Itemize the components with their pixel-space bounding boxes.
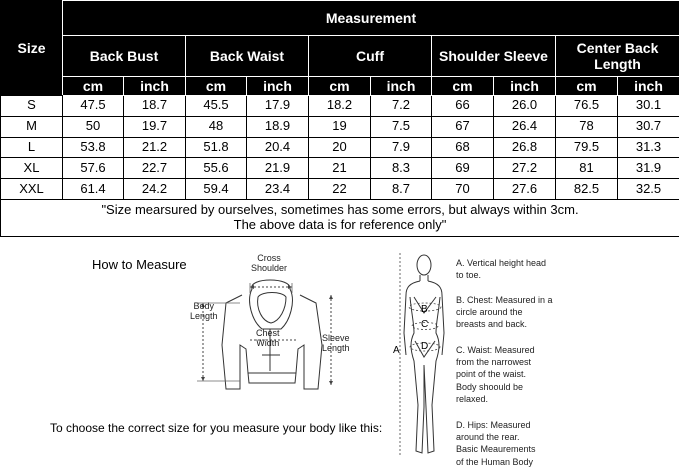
value-cell: 30.1 <box>618 96 679 117</box>
value-cell: 23.4 <box>247 179 309 200</box>
unit-header: inch <box>618 77 679 96</box>
unit-header: cm <box>309 77 371 96</box>
value-cell: 78 <box>556 116 618 137</box>
size-cell: L <box>1 137 63 158</box>
figure-letter-a: A <box>393 345 400 356</box>
value-cell: 51.8 <box>186 137 247 158</box>
legend-line: breasts and back. <box>456 319 528 330</box>
unit-header: cm <box>186 77 247 96</box>
value-cell: 70 <box>432 179 494 200</box>
chest-width-label <box>256 328 280 348</box>
legend-line: from the narrowest <box>456 357 532 368</box>
value-cell: 18.7 <box>124 96 186 117</box>
choose-size-instruction: To choose the correct size for you measure your body like this: <box>50 421 383 435</box>
unit-header: inch <box>124 77 186 96</box>
value-cell: 8.3 <box>371 158 432 179</box>
value-cell: 47.5 <box>63 96 124 117</box>
legend-line: around the rear. <box>456 432 520 443</box>
cross-shoulder-label-line: Cross <box>257 253 281 263</box>
legend-b <box>456 294 566 331</box>
value-cell: 68 <box>432 137 494 158</box>
size-cell: S <box>1 96 63 117</box>
legend-line: Basic Meaurements <box>456 444 536 455</box>
value-cell: 50 <box>63 116 124 137</box>
value-cell: 21 <box>309 158 371 179</box>
figure-letter-b: B <box>421 304 428 315</box>
unit-header: inch <box>247 77 309 96</box>
how-to-measure-title: How to Measure <box>92 257 187 272</box>
size-header: Size <box>1 1 63 96</box>
table-row <box>1 116 679 137</box>
figure-letter-c: C <box>421 319 429 330</box>
value-cell: 79.5 <box>556 137 618 158</box>
body-length-label-line: Length <box>190 311 218 321</box>
value-cell: 19 <box>309 116 371 137</box>
value-cell: 22 <box>309 179 371 200</box>
value-cell: 82.5 <box>556 179 618 200</box>
unit-header: inch <box>371 77 432 96</box>
sleeve-length-label <box>322 333 350 353</box>
value-cell: 31.9 <box>618 158 679 179</box>
unit-header: cm <box>556 77 618 96</box>
value-cell: 18.9 <box>247 116 309 137</box>
value-cell: 57.6 <box>63 158 124 179</box>
value-cell: 7.5 <box>371 116 432 137</box>
value-cell: 48 <box>186 116 247 137</box>
note-line: "Size mearsured by ourselves, sometimes has some errors, but always within 3cm. <box>101 202 579 218</box>
value-cell: 7.9 <box>371 137 432 158</box>
column-header-back-waist: Back Waist <box>186 36 309 77</box>
sleeve-length-label-line: Sleeve <box>322 333 350 343</box>
cross-shoulder-label-line: Shoulder <box>251 263 288 273</box>
value-cell: 20 <box>309 137 371 158</box>
value-cell: 19.7 <box>124 116 186 137</box>
size-cell: M <box>1 116 63 137</box>
table-row <box>1 158 679 179</box>
body-length-label <box>190 301 218 321</box>
body-length-label-line: Body <box>193 301 215 311</box>
value-cell: 26.4 <box>494 116 556 137</box>
legend-line: D. Hips: Measured <box>456 420 531 430</box>
figure-letter-d: D <box>421 341 429 352</box>
legend-line: of the Human Body <box>456 456 534 467</box>
sleeve-length-label-line: Length <box>322 343 350 353</box>
measurement-header: Measurement <box>63 1 679 36</box>
value-cell: 21.2 <box>124 137 186 158</box>
unit-header: cm <box>432 77 494 96</box>
value-cell: 53.8 <box>63 137 124 158</box>
cross-shoulder-label <box>251 253 287 273</box>
value-cell: 26.8 <box>494 137 556 158</box>
value-cell: 32.5 <box>618 179 679 200</box>
value-cell: 45.5 <box>186 96 247 117</box>
legend-line: circle around the <box>456 307 523 318</box>
legend-line: C. Waist: Measured <box>456 345 535 355</box>
legend-d <box>456 419 566 468</box>
legend-line: relaxed. <box>456 393 489 404</box>
value-cell: 26.0 <box>494 96 556 117</box>
column-header-back-bust: Back Bust <box>63 36 186 77</box>
column-header-center-back-length: Center Back Length <box>556 36 679 77</box>
value-cell: 66 <box>432 96 494 117</box>
table-row <box>1 179 679 200</box>
chest-width-label-line: Width <box>256 338 280 348</box>
value-cell: 55.6 <box>186 158 247 179</box>
value-cell: 27.6 <box>494 179 556 200</box>
value-cell: 8.7 <box>371 179 432 200</box>
value-cell: 18.2 <box>309 96 371 117</box>
measurement-guide <box>0 237 679 471</box>
legend-a <box>456 257 566 281</box>
value-cell: 81 <box>556 158 618 179</box>
value-cell: 22.7 <box>124 158 186 179</box>
size-cell: XL <box>1 158 63 179</box>
table-row <box>1 96 679 117</box>
legend-line: A. Vertical height head <box>456 258 547 268</box>
legend-line: Body shoould be <box>456 381 524 392</box>
value-cell: 31.3 <box>618 137 679 158</box>
unit-header: cm <box>63 77 124 96</box>
garment-diagram <box>0 237 679 471</box>
value-cell: 61.4 <box>63 179 124 200</box>
note-line: The above data is for reference only" <box>233 217 447 232</box>
value-cell: 69 <box>432 158 494 179</box>
table-note <box>1 200 679 237</box>
table-row <box>1 137 679 158</box>
value-cell: 76.5 <box>556 96 618 117</box>
value-cell: 30.7 <box>618 116 679 137</box>
value-cell: 7.2 <box>371 96 432 117</box>
value-cell: 21.9 <box>247 158 309 179</box>
value-cell: 27.2 <box>494 158 556 179</box>
value-cell: 59.4 <box>186 179 247 200</box>
legend-line: to toe. <box>456 270 482 281</box>
chest-width-label-line: Chest <box>256 328 280 338</box>
legend-line: point of the waist. <box>456 369 527 380</box>
legend-c <box>456 344 566 405</box>
unit-header: inch <box>494 77 556 96</box>
size-cell: XXL <box>1 179 63 200</box>
value-cell: 67 <box>432 116 494 137</box>
value-cell: 24.2 <box>124 179 186 200</box>
value-cell: 17.9 <box>247 96 309 117</box>
column-header-shoulder-sleeve: Shoulder Sleeve <box>432 36 556 77</box>
value-cell: 20.4 <box>247 137 309 158</box>
column-header-cuff: Cuff <box>309 36 432 77</box>
legend-line: B. Chest: Measured in a <box>456 295 553 305</box>
